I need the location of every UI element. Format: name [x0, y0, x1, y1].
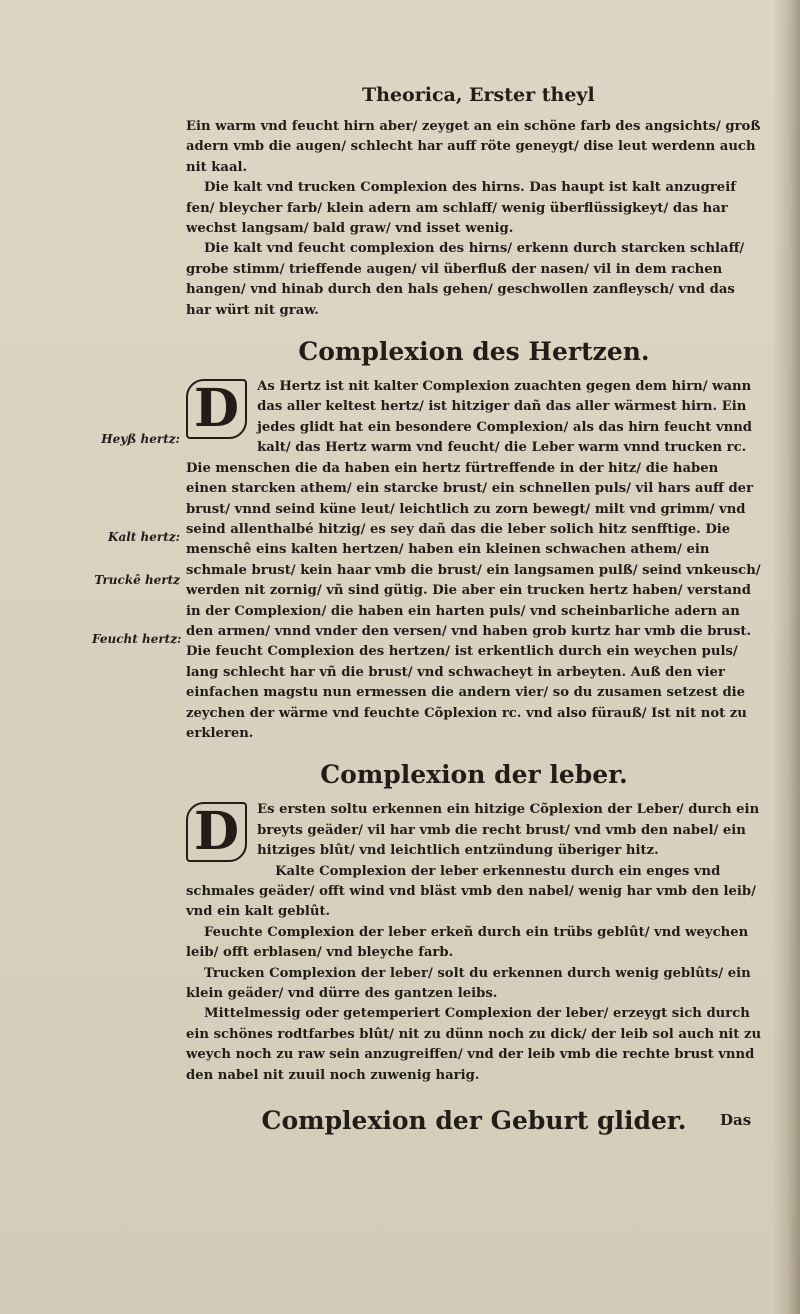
heart-section-heading: Complexion des Hertzen.: [298, 337, 650, 367]
liver-dropcap: D: [186, 802, 247, 862]
main-text-column: [186, 117, 762, 1146]
page-edge-shadow: [772, 0, 800, 1314]
margin-note-hot-heart: Heyß hertz:: [101, 432, 180, 446]
margin-note-dry-heart: Truckê hertz: [94, 573, 180, 587]
liver-paragraph-3: Trucken Complexion der leber/ solt du erkennen durch wenig geblûts/ ein klein geäder/ vnd dürre des gantzen leibs.: [186, 965, 751, 1002]
catchword: Das: [720, 1111, 752, 1129]
liver-section-body-0: [186, 800, 762, 861]
brain-paragraph-cold-moist: Die kalt vnd feucht complexion des hirns/ erkenn durch starcken schlaff/ grobe stimm/ trieffende augen/ vil überfluß der nasen/ vil in dem rachen hangen/ vnd hinab durch den hals gehen/ geschwollen zanfleysch/ vnd das har würt nit graw.: [186, 241, 745, 318]
liver-paragraph-2: Feuchte Complexion der leber erkeñ durch ein trübs geblût/ vnd weychen leib/ offt erblasen/ vnd bleyche farb.: [186, 924, 749, 961]
liver-paragraph-1: Kalte Complexion der leber erkennestu durch ein enges vnd schmales geäder/ offt wind vnd bläst vmb den nabel/ wenig har vmb den leib/ vnd ein kalt geblût.: [186, 863, 756, 920]
genital-section-heading: Complexion der Geburt glider.: [261, 1106, 687, 1136]
intro-paragraph: Ein warm vnd feucht hirn aber/ zeyget an ein schöne farb des angsichts/ groß adern vmb die augen/ schlecht har auff röte geneygt/ dise leut werdenn auch nit kaal.: [186, 119, 761, 175]
brain-paragraph-cold-dry: Die kalt vnd trucken Complexion des hirns. Das haupt ist kalt anzugreif fen/ bleycher farb/ klein adern am schlaff/ wenig überflüssigkeyt/ das har wechst langsam/ bald graw/ vnd isset wenig.: [186, 180, 736, 237]
margin-note-cold-heart: Kalt hertz:: [108, 530, 180, 544]
liver-paragraph-4: Mittelmessig oder getemperiert Complexion der leber/ erzeygt sich durch ein schönes rodtfarbes blût/ nit zu dünn noch zu dick/ der leib sol auch nit zu weych noch zu raw sein anzugreiffen/ vnd der leib vmb die rechte brust vnnd den nabel nit zuuil noch zuwenig harig.: [186, 1006, 762, 1083]
running-header: Theorica, Erster theyl: [362, 84, 595, 106]
heart-section-body: [186, 377, 762, 744]
liver-paragraph-0: Es ersten soltu erkennen ein hitzige Cõplexion der Leber/ durch ein breyts geäder/ vil har vmb die recht brust/ vnd vmb den nabel/ ein hitziges blût/ vnd leichtlich entzündung überiger hitz.: [257, 802, 760, 859]
heart-section-text: As Hertz ist nit kalter Complexion zuachten gegen dem hirn/ wann das aller keltest hertz/ ist hitziger dañ das aller wärmest hirn. Ein jedes glidt hat ein besondere Complexion/ als das hirn feucht vnnd kalt/ das Hertz warm vnd feucht/ die Leber warm vnnd trucken rc. Die menschen die da haben ein hertz fürtreffende in der hitz/ die haben einen starcken athem/ ein starcke brust/ ein schnellen puls/ vil hars auff der brust/ vnnd seind küne leut/ leichtlich zu zorn bewegt/ milt vnd grimm/ vnd seind allenthalbé hitzig/ es sey dañ das die leber solich hitz senfftige. Die menschê eins kalten hertzen/ haben ein kleinen schwachen athem/ ein schmale brust/ kein haar vmb die brust/ ein langsamen pulß/ seind vnkeusch/ werden nit zornig/ vñ sind gütig. Die aber ein trucken hertz haben/ verstand in der Complexion/ die haben ein harten puls/ vnd scheinbarliche adern an den armen/ vnnd vnder den versen/ vnd haben grob kurtz har vmb die brust. Die feucht Complexion des hertzen/ ist erkentlich durch ein weychen puls/ lang schlecht har vñ die brust/ vnd schwacheyt in arbeyten. Auß den vier einfachen magstu nun ermessen die andern vier/ so du zusamen setzest die zeychen der wärme vnd feuchte Cõplexion rc. vnd also fürauß/ Ist nit not zu erkleren.: [186, 379, 761, 741]
heart-dropcap: D: [186, 379, 247, 439]
liver-section-heading: Complexion der leber.: [320, 760, 628, 790]
margin-note-moist-heart: Feucht hertz:: [92, 632, 182, 646]
